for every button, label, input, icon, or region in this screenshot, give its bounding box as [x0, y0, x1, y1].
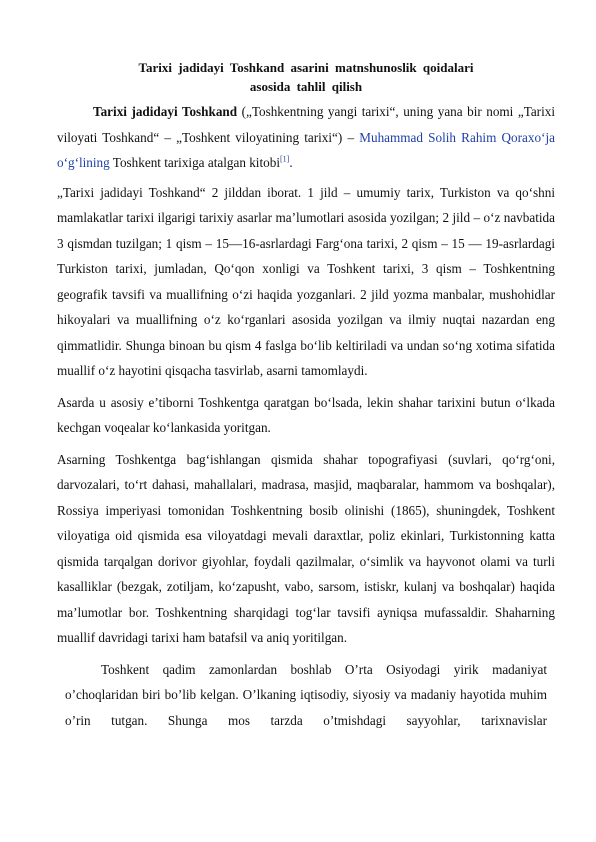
- title-line-2: asosida tahlil qilish: [249, 79, 363, 94]
- author-link[interactable]: Muhammad Solih Rahim Qoraxo‘ja o‘g‘lining: [57, 129, 555, 170]
- intro-paragraph: [57, 99, 555, 176]
- footnote-ref[interactable]: [1]: [279, 154, 290, 164]
- title-line-1: Tarixi jadidayi Toshkand asarini matnshunoslik qoidalari: [138, 60, 474, 75]
- book-name: Tarixi jadidayi Toshkand: [93, 104, 238, 119]
- intro-text-2: Toshkent tarixiga atalgan kitobi: [109, 155, 280, 170]
- paragraph-toshkent-history: Toshkent qadim zamonlardan boshlab O’rta Osiyodagi yirik madaniyat o’choqlaridan biri bo’lib kelgan. O’lkaning iqtisodiy, siyosiy va madaniy hayotida muhim o’rin tutgan. Shunga mos tarzda o’tmishdagi sayyohlar, tarixnavislar: [65, 661, 547, 728]
- intro-text-1: („Toshkentning yangi tarixi“, uning yana bir nomi „Tarixi viloyati Toshkand“ – „Toshkent viloyatining tarixi“) –: [57, 104, 555, 145]
- intro-end: .: [289, 155, 293, 170]
- document-title: [57, 58, 555, 96]
- document-page: [57, 58, 555, 733]
- paragraph-topography: Asarning Toshkentga bag‘ishlangan qismida shahar topografiyasi (suvlari, qo‘rg‘oni, darvozalari, to‘rt dahasi, mahallalari, madrasa, masjid, maqbaralar, hammom va boshqalar), Rossiya imperiyasi tomonidan Toshkentning bosib olinishi (1865), shuningdek, Toshkent viloyatiga oid qismida esa viloyatdagi mevali daraxtlar, poliz ekinlari, Turkistonning katta qismida tarqalgan dorivor giyohlar, foydali qazilmalar, o‘simlik va hayvonot olami va turli kasalliklar (bezgak, zotiljam, ko‘zapusht, vabo, sarsom, istiskr, kulanj va boshqalar) haqida ma’lumotlar bor. Toshkentning sharqidagi tog‘lar tavsifi ayniqsa mufassaldir. Shaharning muallif davridagi tarixi ham batafsil va aniq yoritilgan.: [57, 451, 555, 645]
- paragraph-volumes: „Tarixi jadidayi Toshkand“ 2 jilddan iborat. 1 jild – umumiy tarix, Turkiston va qo‘shni mamlakatlar tarixi ilgarigi tarixiy asarlar ma’lumotlari asosida yozilgan; 2 jild – o‘z navbatida 3 qismdan tuzilgan; 1 qism – 15—16-asrlardagi Farg‘ona tarixi, 2 qism – 15 — 19-asrlardagi Turkiston tarixi, jumladan, Qo‘qon xonligi va Toshkent tarixi, 3 qism – Toshkentning geografik tavsifi va muallifning o‘zi haqida yozganlari. 2 jild yozma manbalar, mushohidlar hikoyalari va muallifning o‘z ko‘rganlari asosida yozilgan va ilmiy nuqtai nazardan eng qimmatlidir. Shunga binoan bu qism 4 faslga bo‘lib keltiriladi va undan so‘ng xotima sifatida muallif o‘z hayotini qisqacha tasvirlab, asarni tamomlaydi.: [57, 184, 555, 378]
- paragraph-focus: Asarda u asosiy e’tiborni Toshkentga qaratgan bo‘lsada, lekin shahar tarixini butun o‘lkada kechgan voqealar ko‘lankasida yoritgan.: [57, 394, 555, 435]
